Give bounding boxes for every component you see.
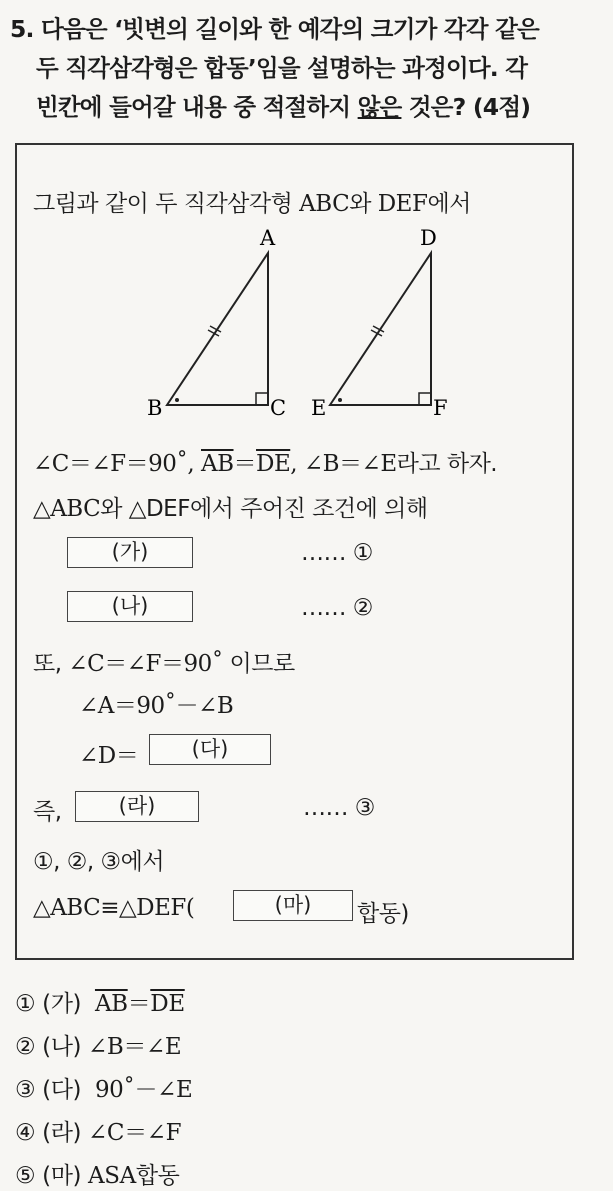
right-angle-mark-c	[256, 393, 268, 405]
intro-post: 에서	[427, 191, 471, 217]
intro-pre: 그림과 같이 두 직각삼각형	[33, 191, 300, 217]
underlined-negation: 않은	[357, 93, 402, 121]
question-line-3-pre: 빈칸에 들어갈 내용 중 적절하지	[36, 93, 358, 121]
triangle-abc	[167, 253, 268, 405]
question-line-1: 5. 다음은 ‘빗변의 길이와 한 예각의 크기가 각각 같은	[10, 15, 539, 43]
label-f: F	[433, 396, 448, 420]
choice-4-number: ④	[15, 1120, 36, 1146]
intro-mid: 와	[349, 191, 378, 217]
blank-da: (다)	[149, 734, 271, 765]
blank-ga: (가)	[67, 537, 193, 568]
cond-angles: ∠C＝∠F＝90˚,	[33, 451, 195, 477]
step-marker-2: …… ②	[301, 595, 373, 621]
choice-4-text: ∠C＝∠F	[88, 1120, 182, 1146]
step-marker-3: …… ③	[303, 795, 375, 821]
given-line	[33, 490, 428, 523]
blank-na: (나)	[67, 591, 193, 622]
segment-de: $\overline{DE}$	[256, 451, 291, 477]
equation-angle-a: ∠A＝90˚－∠B	[79, 693, 234, 719]
segment-ab: $\overline{AB}$	[201, 451, 234, 477]
blank-ra: (라)	[75, 791, 199, 822]
choice-4[interactable]	[15, 1114, 181, 1147]
cond-post: 라고 하자.	[396, 451, 498, 477]
condition-line	[33, 445, 497, 478]
choice-2-tag: (나)	[42, 1034, 82, 1060]
congruence-post: 합동)	[357, 901, 409, 927]
blank-ma: (마)	[233, 890, 353, 921]
choice-4-tag: (라)	[42, 1120, 82, 1146]
also-line	[33, 645, 295, 678]
choice-5-tag: (마)	[42, 1163, 82, 1189]
triangle-figure	[17, 220, 572, 430]
label-e: E	[311, 396, 327, 420]
choice-1-segment-de: $\overline{DE}$	[150, 991, 185, 1017]
step-marker-1: …… ①	[301, 540, 373, 566]
question-line-2: 두 직각삼각형은 합동’임을 설명하는 과정이다. 각	[36, 54, 528, 82]
question-line-3	[10, 88, 606, 127]
proof-box	[15, 143, 574, 960]
proof-intro	[33, 185, 471, 218]
right-angle-mark-f	[419, 393, 431, 405]
also-pre: 또,	[33, 651, 69, 677]
label-a: A	[260, 226, 276, 250]
choice-2-number: ②	[15, 1034, 36, 1060]
label-b: B	[147, 396, 163, 420]
choice-1-segment-ab: $\overline{AB}$	[94, 991, 128, 1017]
intro-abc: ABC	[299, 191, 350, 217]
from-line: ①, ②, ③에서	[33, 849, 165, 875]
choice-5[interactable]	[15, 1157, 179, 1190]
choice-3-tag: (다)	[42, 1077, 82, 1103]
equation-angle-d: ∠D＝	[79, 743, 139, 769]
choice-2-text: ∠B＝∠E	[88, 1034, 182, 1060]
choice-2[interactable]	[15, 1028, 181, 1061]
given-def: 와 △DEF	[100, 496, 190, 522]
choice-5-number: ⑤	[15, 1163, 36, 1189]
choice-5-text: ASA합동	[88, 1163, 180, 1189]
question-line-3-post: 것은? (4점)	[401, 93, 531, 121]
choice-1-tag: (가)	[42, 991, 82, 1017]
so-label: 즉,	[33, 799, 62, 825]
choice-1-number: ①	[15, 991, 36, 1017]
cond-angle-be: , ∠B＝∠E	[290, 451, 397, 477]
congruence-line: △ABC≡△DEF(	[33, 895, 195, 921]
given-post: 에서 주어진 조건에 의해	[189, 496, 428, 522]
also-post: 이므로	[222, 651, 295, 677]
triangle-def	[330, 253, 431, 405]
angle-dot-e	[338, 398, 342, 402]
choice-3-text: 90˚－∠E	[94, 1077, 193, 1103]
label-d: D	[420, 226, 437, 250]
cond-eq: ＝	[233, 451, 257, 477]
label-c: C	[270, 396, 287, 420]
choice-1-eq: ＝	[127, 991, 151, 1017]
angle-dot-b	[175, 398, 179, 402]
also-math: ∠C＝∠F＝90˚	[68, 651, 223, 677]
choice-1[interactable]	[15, 985, 185, 1018]
intro-def: DEF	[377, 191, 428, 217]
choice-3-number: ③	[15, 1077, 36, 1103]
question-text	[10, 10, 606, 127]
given-abc: △ABC	[33, 496, 101, 522]
choice-3[interactable]	[15, 1071, 192, 1104]
